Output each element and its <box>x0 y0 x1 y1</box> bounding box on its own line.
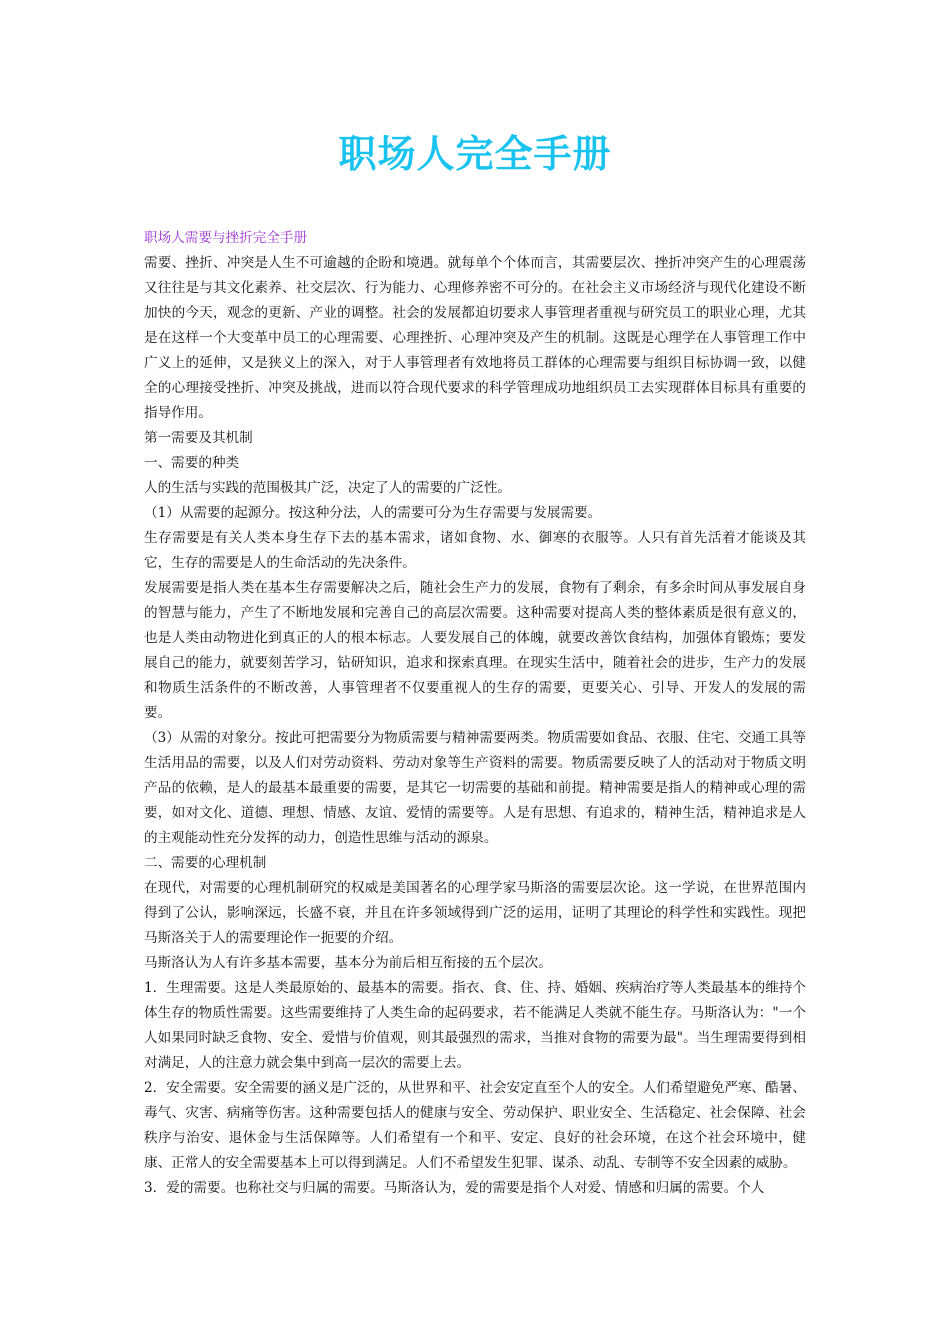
paragraph-love-needs: 3．爱的需要。也称社交与归属的需要。马斯洛认为，爱的需要是指个人对爱、情感和归属的需要。个人 <box>144 1180 765 1196</box>
paragraph-physiological-needs: 1．生理需要。这是人类最原始的、最基本的需要。指衣、食、住、持、婚姻、疾病治疗等人类最基本的维持个体生存的物质性需要。这些需要维持了人类生命的起码要求，若不能满足人类就不能生存。马斯洛认为："一个人如果同时缺乏食物、安全、爱惜与价值观，则其最强烈的需求，当推对食物的需要为最"。当生理需要得到相对满足，人的注意力就会集中到高一层次的需要上去。 <box>144 980 806 1071</box>
paragraph-object-classification: （3）从需的对象分。按此可把需要分为物质需要与精神需要两类。物质需要如食品、衣服、住宅、交通工具等生活用品的需要，以及人们对劳动资料、劳动对象等生产资料的需要。物质需要反映了人的活动对于物质文明产品的依赖，是人的最基本最重要的需要，是其它一切需要的基础和前提。精神需要是指人的精神或心理的需要，如对文化、道德、理想、情感、友谊、爱情的需要等。人是有思想、有追求的，精神生活，精神追求是人的主观能动性充分发挥的动力，创造性思维与活动的源泉。 <box>144 730 806 846</box>
paragraph-survival-needs: 生存需要是有关人类本身生存下去的基本需求，诸如食物、水、御寒的衣服等。人只有首先活着才能谈及其它，生存的需要是人的生命活动的先决条件。 <box>144 530 806 571</box>
paragraph-safety-needs: 2．安全需要。安全需要的涵义是广泛的，从世界和平、社会安定直至个人的安全。人们希望避免严寒、酷暑、毒气、灾害、病痛等伤害。这种需要包括人的健康与安全、劳动保护、职业安全、生活稳定、社会保障、社会秩序与治安、退休金与生活保障等。人们希望有一个和平、安定、良好的社会环境，在这个社会环境中，健康、正常人的安全需要基本上可以得到满足。人们不希望发生犯罪、谋杀、动乱、专制等不安全因素的威胁。 <box>144 1080 806 1171</box>
paragraph-need-breadth: 人的生活与实践的范围极其广泛，决定了人的需要的广泛性。 <box>144 480 512 496</box>
paragraph-intro: 需要、挫折、冲突是人生不可逾越的企盼和境遇。就每单个个体而言，其需要层次、挫折冲突产生的心理震荡又往往是与其文化素养、社交层次、行为能力、心理修养密不可分的。在社会主义市场经济与现代化建设不断加快的今天，观念的更新、产业的调整。社会的发展都迫切要求人事管理者重视与研究员工的职业心理，尤其是在这样一个大变革中员工的心理需要、心理挫折、心理冲突及产生的机制。这既是心理学在人事管理工作中广义上的延伸，又是狭义上的深入，对于人事管理者有效地将员工群体的心理需要与组织目标协调一致，以健全的心理接受挫折、冲突及挑战，进而以符合现代要求的科学管理成功地组织员工去实现群体目标具有重要的指导作用。 <box>144 255 806 421</box>
paragraph-five-levels: 马斯洛认为人有许多基本需要，基本分为前后相互衔接的五个层次。 <box>144 955 552 971</box>
section-heading-need-types: 一、需要的种类 <box>144 455 240 471</box>
document-body <box>144 226 806 1201</box>
section-heading-psychological-mechanism: 二、需要的心理机制 <box>144 855 267 871</box>
document-title: 职场人完全手册 <box>338 132 612 176</box>
paragraph-origin-classification: （1）从需要的起源分。按这种分法，人的需要可分为生存需要与发展需要。 <box>144 505 602 521</box>
section-heading-first-need: 第一需要及其机制 <box>144 430 253 446</box>
document-subtitle: 职场人需要与挫折完全手册 <box>144 230 308 246</box>
paragraph-maslow-intro: 在现代，对需要的心理机制研究的权威是美国著名的心理学家马斯洛的需要层次论。这一学说，在世界范围内得到了公认，影响深远，长盛不衰，并且在许多领域得到广泛的运用，证明了其理论的科学性和实践性。现把马斯洛关于人的需要理论作一扼要的介绍。 <box>144 880 806 946</box>
paragraph-development-needs: 发展需要是指人类在基本生存需要解决之后，随社会生产力的发展，食物有了剩余，有多余时间从事发展自身的智慧与能力，产生了不断地发展和完善自己的高层次需要。这种需要对提高人类的整体素质是很有意义的，也是人类由动物进化到真正的人的根本标志。人要发展自己的体魄，就要改善饮食结构，加强体育锻炼；要发展自己的能力，就要刻苦学习，钻研知识，追求和探索真理。在现实生活中，随着社会的进步，生产力的发展和物质生活条件的不断改善，人事管理者不仅要重视人的生存的需要，更要关心、引导、开发人的发展的需要。 <box>144 580 806 721</box>
